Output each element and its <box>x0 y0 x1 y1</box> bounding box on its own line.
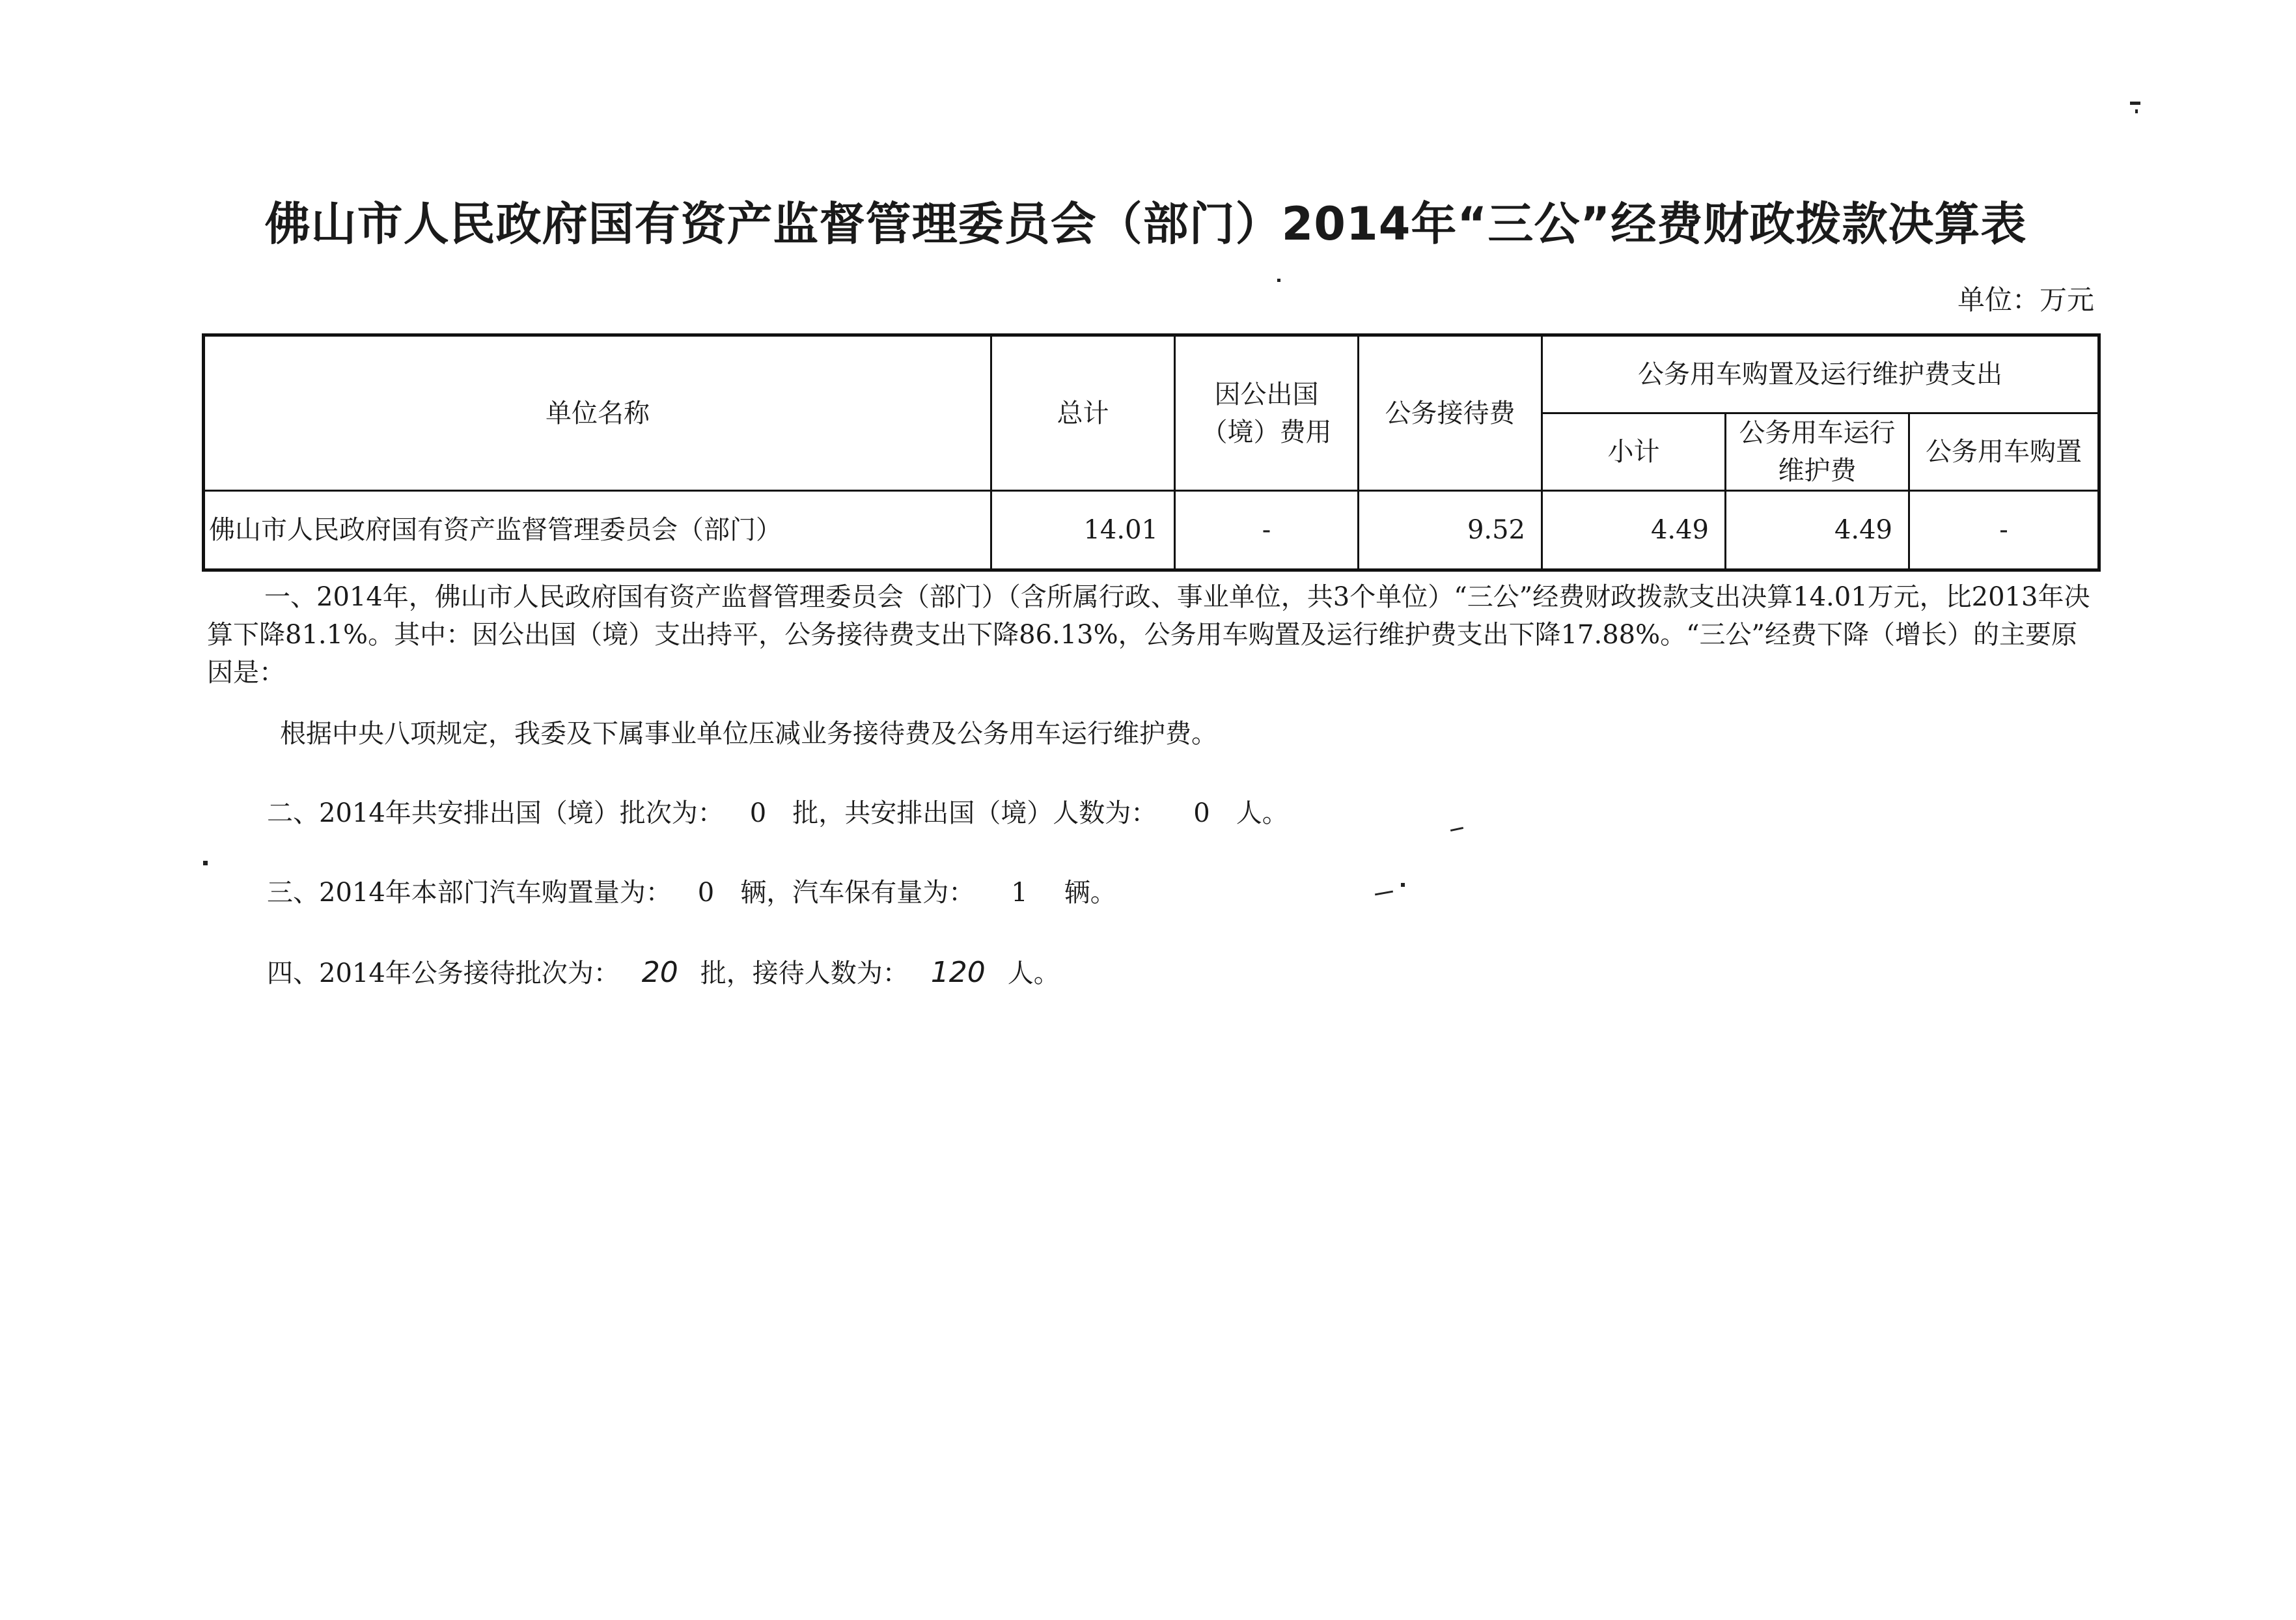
header-total: 总计 <box>991 335 1175 491</box>
scan-mark <box>2135 109 2138 113</box>
note-4-prefix: 三、2014年本部门汽车购置量为： <box>267 878 672 908</box>
note-3-middle: 批，共安排出国（境）人数为： <box>792 798 1157 828</box>
note-4-suffix: 辆。 <box>1064 878 1116 908</box>
note-paragraph-4 <box>267 874 2155 912</box>
note-3-batches: 0 <box>749 798 767 828</box>
note-5-suffix: 人。 <box>1007 958 1060 988</box>
header-vehicle-group: 公务用车购置及运行维护费支出 <box>1542 335 2099 413</box>
cell-reception: 9.52 <box>1359 491 1542 570</box>
note-5-prefix: 四、2014年公务接待批次为： <box>267 958 620 988</box>
cell-vehicle-purchase: - <box>1909 491 2099 570</box>
note-paragraph-1: 一、2014年，佛山市人民政府国有资产监督管理委员会（部门）（含所属行政、事业单位，共3个单位）“三公”经费财政拨款支出决算14.01万元，比2013年决算下降81.1%。其中：因公出国（境）支出持平，公务接待费支出下降86.13%，公务用车购置及运行维护费支出下降17.88%。“三公”经费下降（增长）的主要原因是： <box>207 582 2090 688</box>
table-row <box>204 491 2099 570</box>
expenditure-table <box>202 333 2101 572</box>
scan-mark <box>2130 102 2140 105</box>
note-3-people: 0 <box>1193 798 1210 828</box>
document-title: 佛山市人民政府国有资产监督管理委员会（部门）2014年“三公”经费财政拨款决算表 <box>264 197 2027 251</box>
note-5-middle: 批，接待人数为： <box>700 958 909 988</box>
table-header-row <box>204 335 2099 413</box>
header-reception: 公务接待费 <box>1359 335 1542 491</box>
header-subtotal: 小计 <box>1542 413 1726 491</box>
header-overseas: 因公出国（境）费用 <box>1175 335 1359 491</box>
header-unit-name: 单位名称 <box>204 335 991 491</box>
note-3-suffix: 人。 <box>1236 798 1288 828</box>
note-paragraph-3 <box>267 794 2155 832</box>
scan-mark <box>1401 883 1405 887</box>
scan-mark <box>1277 279 1280 282</box>
note-4-middle: 辆，汽车保有量为： <box>740 878 975 908</box>
note-paragraph-2: 根据中央八项规定，我委及下属事业单位压减业务接待费及公务用车运行维护费。 <box>280 719 1217 749</box>
note-3-prefix: 二、2014年共安排出国（境）批次为： <box>267 798 724 828</box>
cell-unit-name: 佛山市人民政府国有资产监督管理委员会（部门） <box>204 491 991 570</box>
cell-total: 14.01 <box>991 491 1175 570</box>
header-vehicle-purchase: 公务用车购置 <box>1909 413 2099 491</box>
note-paragraph-5 <box>267 954 2155 992</box>
cell-overseas: - <box>1175 491 1359 570</box>
header-vehicle-operation: 公务用车运行维护费 <box>1726 413 1909 491</box>
note-4-purchased: 0 <box>697 878 715 908</box>
cell-vehicle-operation: 4.49 <box>1726 491 1909 570</box>
scan-mark <box>203 861 208 865</box>
unit-label: 单位：万元 <box>1957 284 2094 316</box>
note-4-owned: 1 <box>1011 878 1028 908</box>
note-5-batches: 20 <box>641 956 678 989</box>
note-5-people: 120 <box>930 956 986 989</box>
cell-subtotal: 4.49 <box>1542 491 1726 570</box>
